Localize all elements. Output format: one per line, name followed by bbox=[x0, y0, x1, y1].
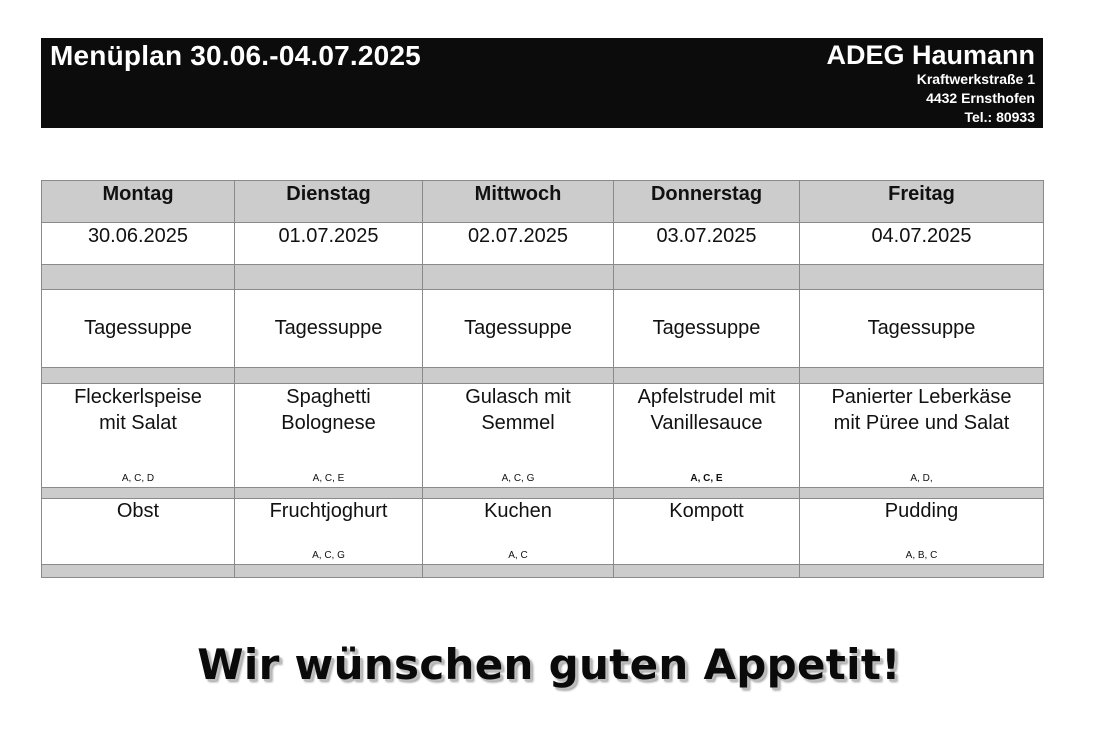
separator-cell bbox=[235, 265, 423, 290]
main-dish-label: Panierter Leberkäse mit Püree und Salat bbox=[831, 386, 1012, 434]
separator-cell bbox=[614, 265, 800, 290]
dessert-label: Kuchen bbox=[484, 500, 552, 522]
separator-cell bbox=[800, 368, 1044, 384]
main-dish-row bbox=[42, 384, 1044, 488]
date-label: 30.06.2025 bbox=[87, 225, 189, 247]
main-dish-cell bbox=[800, 384, 1044, 488]
allergen-codes: A, C, E bbox=[312, 473, 345, 484]
separator-cell bbox=[800, 265, 1044, 290]
soup-row bbox=[42, 290, 1044, 368]
weekday-cell bbox=[800, 181, 1044, 223]
dessert-cell bbox=[800, 499, 1044, 565]
shop-street: Kraftwerkstraße 1 bbox=[916, 71, 1035, 87]
separator-row bbox=[42, 368, 1044, 384]
dessert-cell bbox=[423, 499, 614, 565]
weekday-cell bbox=[235, 181, 423, 223]
dessert-label: Pudding bbox=[884, 500, 959, 522]
allergen-codes: A, C, E bbox=[690, 473, 723, 484]
main-dish-cell bbox=[42, 384, 235, 488]
date-cell bbox=[614, 223, 800, 265]
separator-cell bbox=[235, 368, 423, 384]
date-row bbox=[42, 223, 1044, 265]
weekday-label: Dienstag bbox=[286, 183, 371, 205]
main-dish-label: Gulasch mit Semmel bbox=[465, 386, 571, 434]
dessert-cell bbox=[235, 499, 423, 565]
dessert-label: Obst bbox=[116, 500, 160, 522]
separator-cell bbox=[42, 368, 235, 384]
dessert-cell bbox=[614, 499, 800, 565]
allergen-codes: A, C, G bbox=[501, 473, 535, 484]
separator-cell bbox=[800, 488, 1044, 499]
dessert-label: Fruchtjoghurt bbox=[269, 500, 388, 522]
date-cell bbox=[42, 223, 235, 265]
main-dish-label: Spaghetti Bolognese bbox=[281, 386, 376, 434]
dessert-label: Kompott bbox=[669, 500, 744, 522]
allergen-codes: A, C, G bbox=[312, 550, 345, 561]
separator-cell bbox=[235, 488, 423, 499]
soup-label: Tagessuppe bbox=[274, 317, 383, 339]
main-dish-label: Fleckerlspeise mit Salat bbox=[74, 386, 202, 434]
allergen-codes: A, C bbox=[508, 550, 528, 561]
separator-cell bbox=[423, 265, 614, 290]
date-cell bbox=[235, 223, 423, 265]
soup-cell bbox=[423, 290, 614, 368]
separator-row bbox=[42, 488, 1044, 499]
date-cell bbox=[423, 223, 614, 265]
soup-label: Tagessuppe bbox=[652, 317, 761, 339]
menu-header bbox=[41, 38, 1043, 128]
soup-cell bbox=[42, 290, 235, 368]
weekday-label: Freitag bbox=[888, 183, 955, 205]
dessert-cell bbox=[42, 499, 235, 565]
menu-title: Menüplan 30.06.-04.07.2025 bbox=[50, 40, 421, 71]
separator-cell bbox=[614, 368, 800, 384]
separator-row bbox=[42, 565, 1044, 578]
main-dish-cell bbox=[614, 384, 800, 488]
separator-cell bbox=[42, 265, 235, 290]
weekday-row bbox=[42, 181, 1044, 223]
main-dish-cell bbox=[423, 384, 614, 488]
separator-cell bbox=[423, 488, 614, 499]
date-label: 01.07.2025 bbox=[278, 225, 379, 247]
date-label: 03.07.2025 bbox=[656, 225, 757, 247]
allergen-codes: A, C, D bbox=[121, 473, 155, 484]
separator-cell bbox=[800, 565, 1044, 578]
weekday-cell bbox=[42, 181, 235, 223]
separator-cell bbox=[42, 488, 235, 499]
date-cell bbox=[800, 223, 1044, 265]
main-dish-label: Apfelstrudel mit Vanillesauce bbox=[637, 386, 776, 434]
weekday-cell bbox=[614, 181, 800, 223]
shop-city: 4432 Ernsthofen bbox=[926, 90, 1035, 106]
menu-table bbox=[41, 180, 1044, 578]
shop-info bbox=[826, 40, 1035, 127]
shop-name: ADEG Haumann bbox=[826, 40, 1035, 70]
separator-cell bbox=[614, 565, 800, 578]
main-dish-cell bbox=[235, 384, 423, 488]
separator-cell bbox=[614, 488, 800, 499]
weekday-cell bbox=[423, 181, 614, 223]
separator-cell bbox=[423, 368, 614, 384]
date-label: 04.07.2025 bbox=[871, 225, 972, 247]
weekday-label: Montag bbox=[102, 183, 174, 205]
soup-label: Tagessuppe bbox=[867, 317, 976, 339]
weekday-label: Donnerstag bbox=[650, 183, 763, 205]
shop-phone: Tel.: 80933 bbox=[964, 109, 1035, 125]
separator-cell bbox=[235, 565, 423, 578]
soup-cell bbox=[800, 290, 1044, 368]
soup-label: Tagessuppe bbox=[464, 317, 572, 339]
weekday-label: Mittwoch bbox=[474, 183, 562, 205]
soup-cell bbox=[235, 290, 423, 368]
soup-cell bbox=[614, 290, 800, 368]
soup-label: Tagessuppe bbox=[84, 317, 192, 339]
allergen-codes: A, B, C bbox=[905, 550, 938, 561]
allergen-codes: A, D, bbox=[910, 473, 933, 484]
footer-greeting: Wir wünschen guten Appetit! bbox=[197, 640, 901, 689]
date-label: 02.07.2025 bbox=[467, 225, 569, 247]
separator-cell bbox=[423, 565, 614, 578]
dessert-row bbox=[42, 499, 1044, 565]
separator-cell bbox=[42, 565, 235, 578]
separator-row bbox=[42, 265, 1044, 290]
